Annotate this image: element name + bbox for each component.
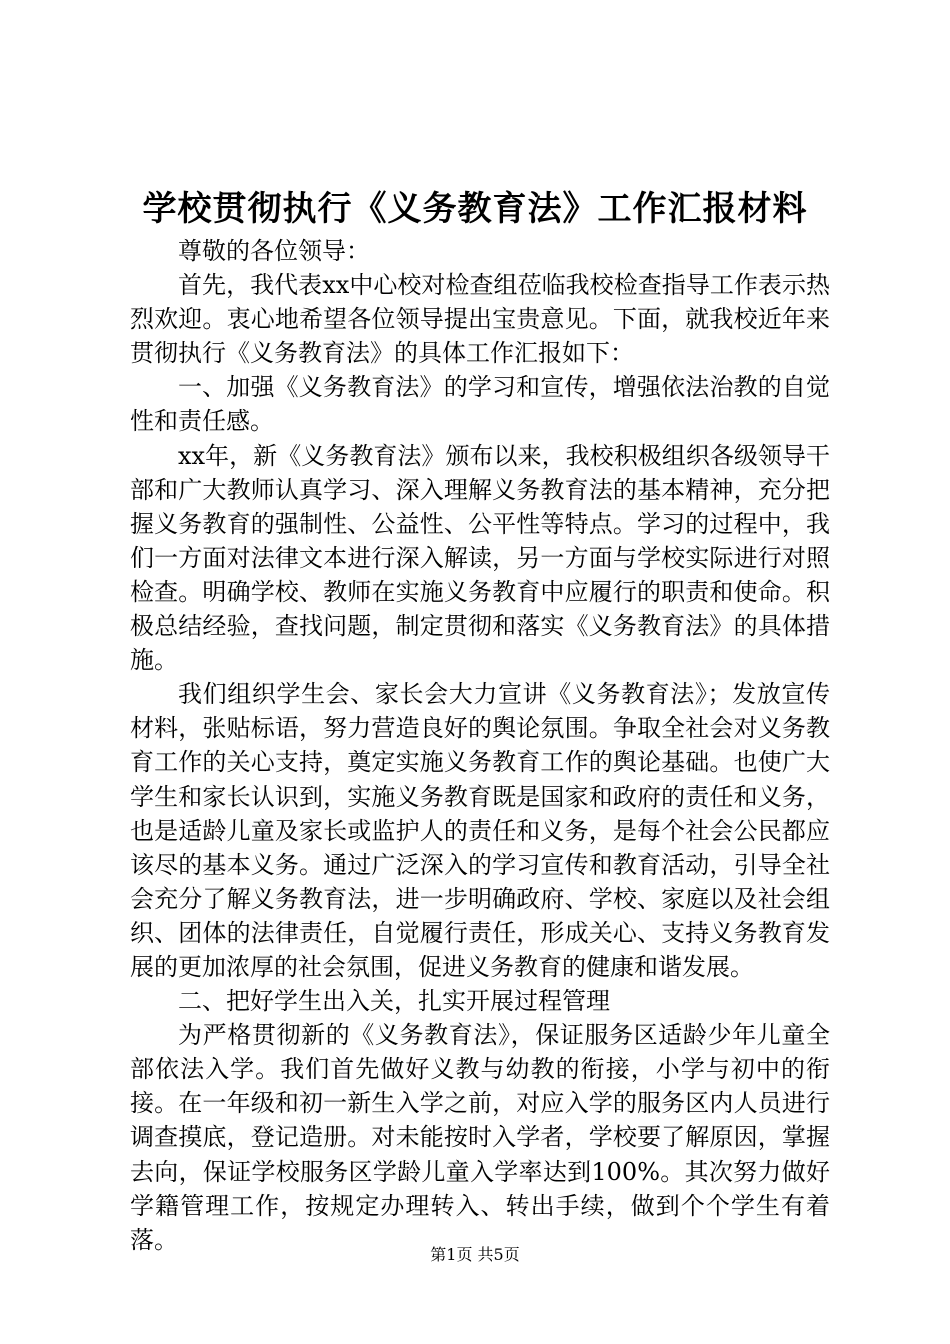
document-body [130, 234, 830, 1257]
section-heading-1: 一、加强《义务教育法》的学习和宣传，增强依法治教的自觉性和责任感。 [130, 373, 830, 436]
body-paragraph: 为严格贯彻新的《义务教育法》，保证服务区适龄少年儿童全部依法入学。我们首先做好义教与幼教的衔接，小学与初中的衔接。在一年级和初一新生入学之前，对应入学的服务区内人员进行调查摸底，登记造册。对未能按时入学者，学校要了解原因，掌握去向，保证学校服务区学龄儿童入学率达到100%。其次努力做好学籍管理工作，按规定办理转入、转出手续，做到个个学生有着落。 [130, 1021, 830, 1254]
salutation-paragraph: 尊敬的各位领导： [178, 237, 370, 265]
document-title: 学校贯彻执行《义务教育法》工作汇报材料 [142, 189, 808, 229]
body-paragraph: 我们组织学生会、家长会大力宣讲《义务教育法》；发放宣传材料，张贴标语，努力营造良好的舆论氛围。争取全社会对义务教育工作的关心支持，奠定实施义务教育工作的舆论基础。也使广大学生和家长认识到，实施义务教育既是国家和政府的责任和义务，也是适龄儿童及家长或监护人的责任和义务，是每个社会公民都应该尽的基本义务。通过广泛深入的学习宣传和教育活动，引导全社会充分了解义务教育法，进一步明确政府、学校、家庭以及社会组织、团体的法律责任，自觉履行责任，形成关心、支持义务教育发展的更加浓厚的社会氛围，促进义务教育的健康和谐发展。 [130, 680, 830, 981]
body-paragraph: xx年，新《义务教育法》颁布以来，我校积极组织各级领导干部和广大教师认真学习、深入理解义务教育法的基本精神，充分把握义务教育的强制性、公益性、公平性等特点。学习的过程中，我们一方面对法律文本进行深入解读，另一方面与学校实际进行对照检查。明确学校、教师在实施义务教育中应履行的职责和使命。积极总结经验，查找问题，制定贯彻和落实《义务教育法》的具体措施。 [130, 441, 830, 675]
page-number-footer: 第1页 共5页 [430, 1245, 520, 1264]
section-heading-2: 二、把好学生出入关，扎实开展过程管理 [178, 987, 610, 1016]
intro-paragraph: 首先，我代表xx中心校对检查组莅临我校检查指导工作表示热烈欢迎。衷心地希望各位领导提出宝贵意见。下面，就我校近年来贯彻执行《义务教育法》的具体工作汇报如下： [130, 271, 830, 368]
